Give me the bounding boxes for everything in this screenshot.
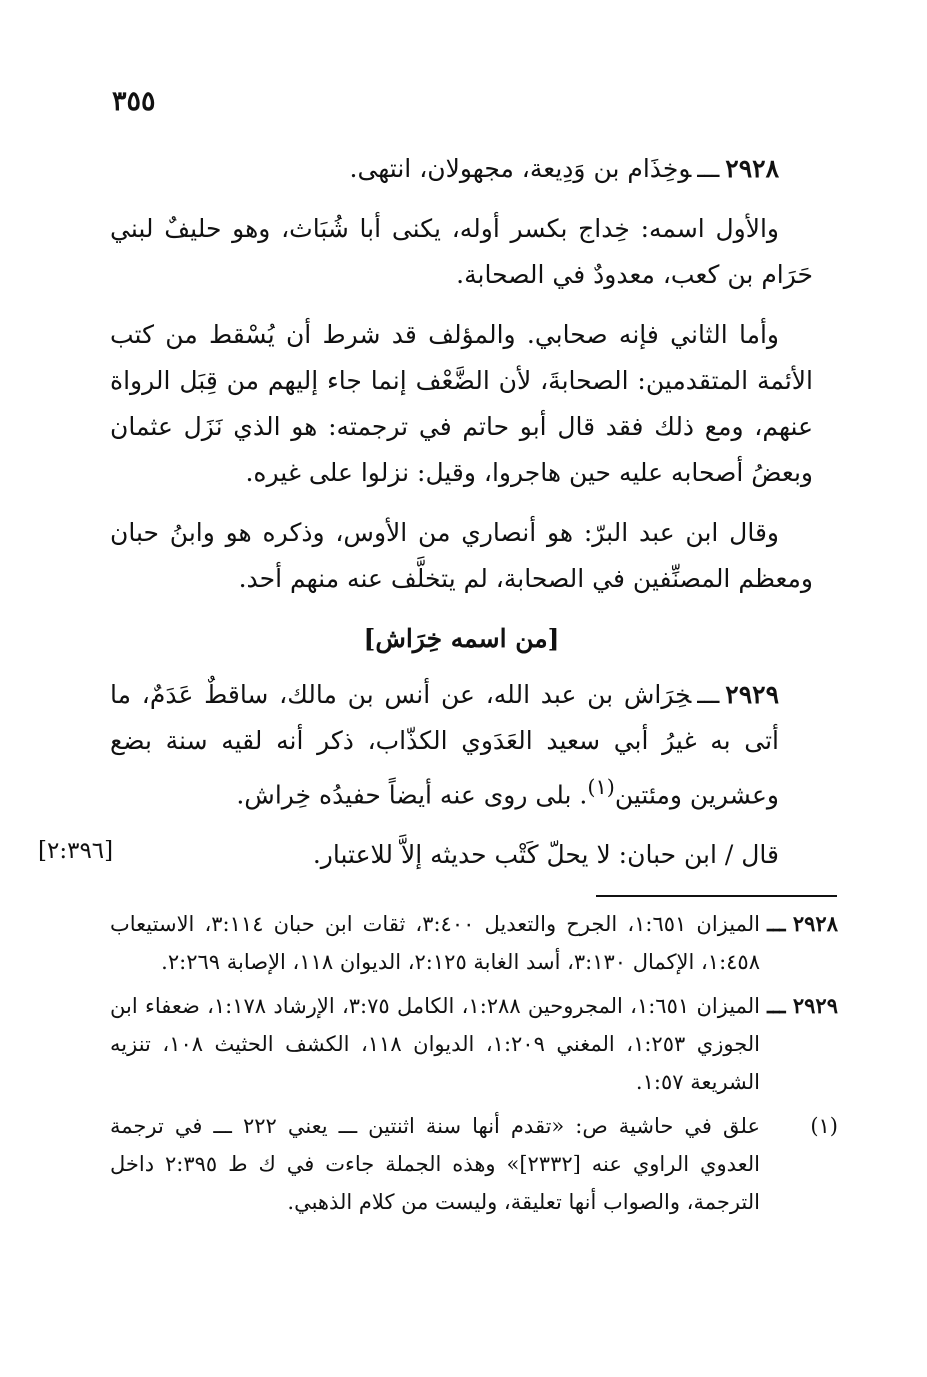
entry-number: ٢٩٢٩ — [725, 680, 779, 709]
footnote-1 — [110, 1107, 838, 1221]
note-text: الميزان ١:٦٥١، المجروحين ١:٢٨٨، الكامل ٣:٧٥، الإرشاد ١:١٧٨، ضعفاء ابن الجوزي ١:٢٥٣، المغني ١:٢٠٩، الديوان ١١٨، الكشف الحثيث ١٠٨، تنزيه الشريعة ١:٥٧. — [110, 994, 761, 1094]
paragraph: وقال ابن عبد البرّ: هو أنصاري من الأوس، وذكره هو وابنُ حبان ومعظم المصنِّفين في الصحابة، لم يتخلَّف عنه منهم أحد. — [110, 518, 813, 593]
entry-text: خِرَاش بن عبد الله، عن أنس بن مالك، ساقطٌ عَدَمٌ، ما أتى به غيرُ أبي سعيد العَدَوي الكذّاب، ذكر أنه لقيه سنة بضع وعشرين ومئتين — [110, 680, 779, 810]
paragraph: والأول اسمه: خِداج بكسر أوله، يكنى أبا شُبَاث، وهو حليفٌ لبني حَرَام بن كعب، معدودٌ في الصحابة. — [110, 214, 813, 289]
note-number: ٢٩٢٩ ـــ — [767, 993, 838, 1018]
note-text: الميزان ١:٦٥١، الجرح والتعديل ٣:٤٠٠، ثقات ابن حبان ٣:١١٤، الاستيعاب ١:٤٥٨، الإكمال ٣:١٣٠، أسد الغابة ٢:١٢٥، الديوان ١١٨، الإصابة ٢:٢٦٩. — [110, 912, 760, 974]
entry-text: وخِذَام بن وَدِيعة، مجهولان، انتهى. — [349, 154, 692, 183]
paragraph: وأما الثاني فإنه صحابي. والمؤلف قد شرط أن يُسْقط من كتب الأئمة المتقدمين: الصحابةَ، لأن الضَّعْف إنما جاء إليهم من قِبَل الرواة عنهم، ومع ذلك فقد قال أبو حاتم في ترجمته: هو الذي نَزَل عثمان وبعضُ أصحابه عليه حين هاجروا، وقيل: نزلوا على غيره. — [110, 320, 813, 487]
entry-number: ٢٩٢٨ — [725, 154, 779, 183]
entry-dash: ـــ — [697, 680, 720, 709]
footnote-marker[interactable]: (١) — [587, 775, 615, 799]
footnote-number: (١) — [810, 1114, 838, 1138]
footnote-separator — [596, 895, 837, 897]
source-note-2928 — [110, 905, 838, 981]
entry-dash: ـــ — [697, 154, 720, 183]
entry-2929 — [110, 672, 813, 818]
entry-2928 — [110, 146, 813, 192]
paragraph: قال / ابن حبان: لا يحلّ كَتْب حديثه إلاَّ للاعتبار. — [312, 840, 779, 870]
source-note-2929 — [110, 987, 838, 1101]
page-number: ٣٥٥ — [112, 86, 156, 117]
note-number: ٢٩٢٨ ـــ — [767, 911, 838, 936]
footnotes — [110, 905, 838, 1227]
main-text — [110, 146, 813, 892]
entry-text-continued: . بلى روى عنه أيضاً حفيدُه خِراش. — [236, 780, 588, 810]
margin-page-reference: [٢:٣٩٦] — [38, 838, 114, 864]
footnote-text: علق في حاشية ص: «تقدم أنها سنة اثنتين ـــ يعني ٢٢٢ ـــ في ترجمة العدوي الراوي عنه [٢٣٣٢]» وهذه الجملة جاءت في ك ط ٢:٣٩٥ داخل الترجمة، والصواب أنها تعليقة، وليست من كلام الذهبي. — [110, 1114, 760, 1214]
section-heading: [من اسمه خِرَاش] — [363, 624, 560, 653]
